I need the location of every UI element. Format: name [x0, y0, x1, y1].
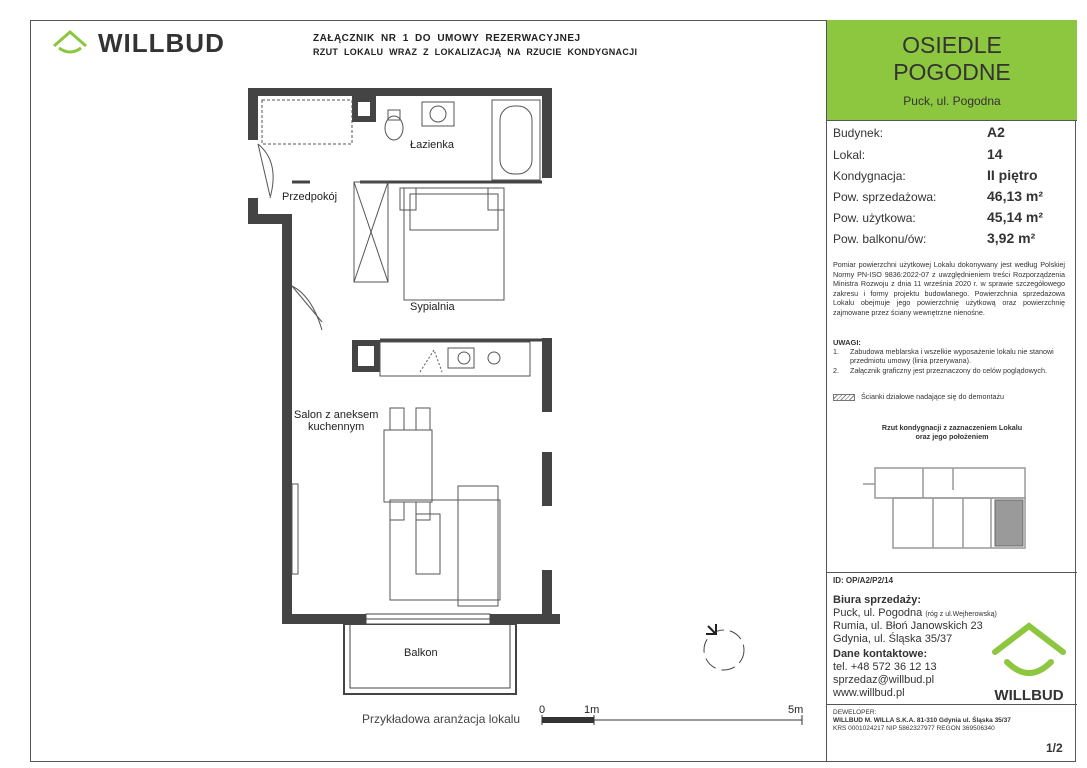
legend-hatch-swatch: [833, 394, 855, 401]
remarks-title: UWAGI:: [833, 338, 861, 347]
north-arrow-icon: [700, 616, 750, 676]
estate-name: [827, 32, 1077, 86]
developer-name: WILLBUD M. WILLA S.K.A. 81-310 Gdynia ul. Śląska 35/37: [833, 717, 1011, 724]
sales-office-2: Rumia, ul. Błoń Janowskich 23: [833, 620, 983, 632]
logo-brand-text: WILLBUD: [994, 687, 1064, 704]
remark-1: 1. Zabudowa meblarska i wszelkie wyposażenie lokalu nie stanowi przedmiotu umowy (linia przerywana).: [833, 347, 1054, 366]
room-label-balcony: Balkon: [404, 647, 438, 659]
keyplan-title-line2: oraz jego położeniem: [915, 432, 989, 441]
measurement-note: Pomiar powierzchni użytkowej Lokalu dokonywany jest według Polskiej Normy PN-ISO 9836:2022-07 z uwzględnieniem treści Rozporządzenia Ministra Rozwoju z dnia 11 września 2020 r. w sprawie szczegółowego zakresu i formy projektu budowlanego. Powierzchnia sprzedażowa Lokalu obejmuje jego powierzchnię użytkową oraz powierzchnię zajmowane przez ściany wewnętrzne nienośne.: [833, 260, 1065, 317]
detail-sales-area: Pow. sprzedażowa: 46,13 m²: [833, 188, 1044, 204]
sales-title: Biura sprzedaży:: [833, 594, 922, 606]
page-number: 1/2: [1046, 741, 1063, 755]
remark-2: 2. Załącznik graficzny jest przeznaczony do celów poglądowych.: [833, 366, 1047, 375]
contact-title: Dane kontaktowe:: [833, 648, 928, 660]
sales-office-3: Gdynia, ul. Śląska 35/37: [833, 633, 953, 645]
room-label-bathroom: Łazienka: [410, 139, 455, 151]
room-label-bedroom: Sypialnia: [410, 301, 455, 313]
detail-building: Budynek: A2: [833, 124, 1005, 140]
listing-id: ID: OP/A2/P2/14: [833, 576, 894, 585]
developer-registry: KRS 0001024217 NIP 5862327977 REGON 369506340: [833, 725, 995, 732]
developer-label: DEWELOPER:: [833, 709, 877, 716]
keyplan-title-line1: Rzut kondygnacji z zaznaczeniem Lokalu: [881, 423, 1023, 432]
plan-caption: Przykładowa aranżacja lokalu: [362, 712, 521, 726]
sales-office-1: Puck, ul. Pogodna (róg z ul.Wejherowską): [833, 607, 997, 619]
scale-label-five: 5m: [788, 704, 804, 716]
legend-text: Ścianki działowe nadające się do demontażu: [861, 392, 1005, 401]
floor-plan: [230, 70, 560, 710]
estate-name-line1: OSIEDLE: [902, 32, 1002, 58]
detail-balcony-area: Pow. balkonu/ów: 3,92 m²: [833, 230, 1036, 246]
info-panel: [826, 20, 1076, 762]
keyplan-title: [827, 423, 1077, 441]
estate-name-line2: POGODNE: [893, 59, 1011, 85]
contact-phone[interactable]: tel. +48 572 36 12 13: [833, 661, 937, 673]
keyplan-drawing: [863, 460, 1033, 560]
brand-name: WILLBUD: [98, 28, 225, 58]
estate-location: Puck, ul. Pogodna: [903, 94, 1001, 108]
scale-label-zero: 0: [539, 704, 546, 716]
scale-bar: [540, 712, 810, 726]
detail-usable-area: Pow. użytkowa: 45,14 m²: [833, 209, 1044, 225]
room-label-living-line1: Salon z aneksem: [294, 409, 379, 421]
room-label-living-line2: kuchennym: [308, 421, 365, 433]
header-title: ZAŁĄCZNIK NR 1 DO UMOWY REZERWACYJNEJ: [313, 33, 581, 44]
room-label-hall: Przedpokój: [282, 191, 338, 203]
contact-email[interactable]: sprzedaz@willbud.pl: [833, 674, 935, 686]
willbud-logo-icon: [989, 616, 1069, 706]
contact-website[interactable]: www.willbud.pl: [833, 687, 905, 699]
detail-floor: Kondygnacja: II piętro: [833, 167, 1038, 183]
detail-unit: Lokal: 14: [833, 146, 1003, 162]
header-subtitle: RZUT LOKALU WRAZ Z LOKALIZACJĄ NA RZUCIE KONDYGNACJI: [313, 47, 638, 57]
scale-label-one: 1m: [584, 704, 600, 716]
